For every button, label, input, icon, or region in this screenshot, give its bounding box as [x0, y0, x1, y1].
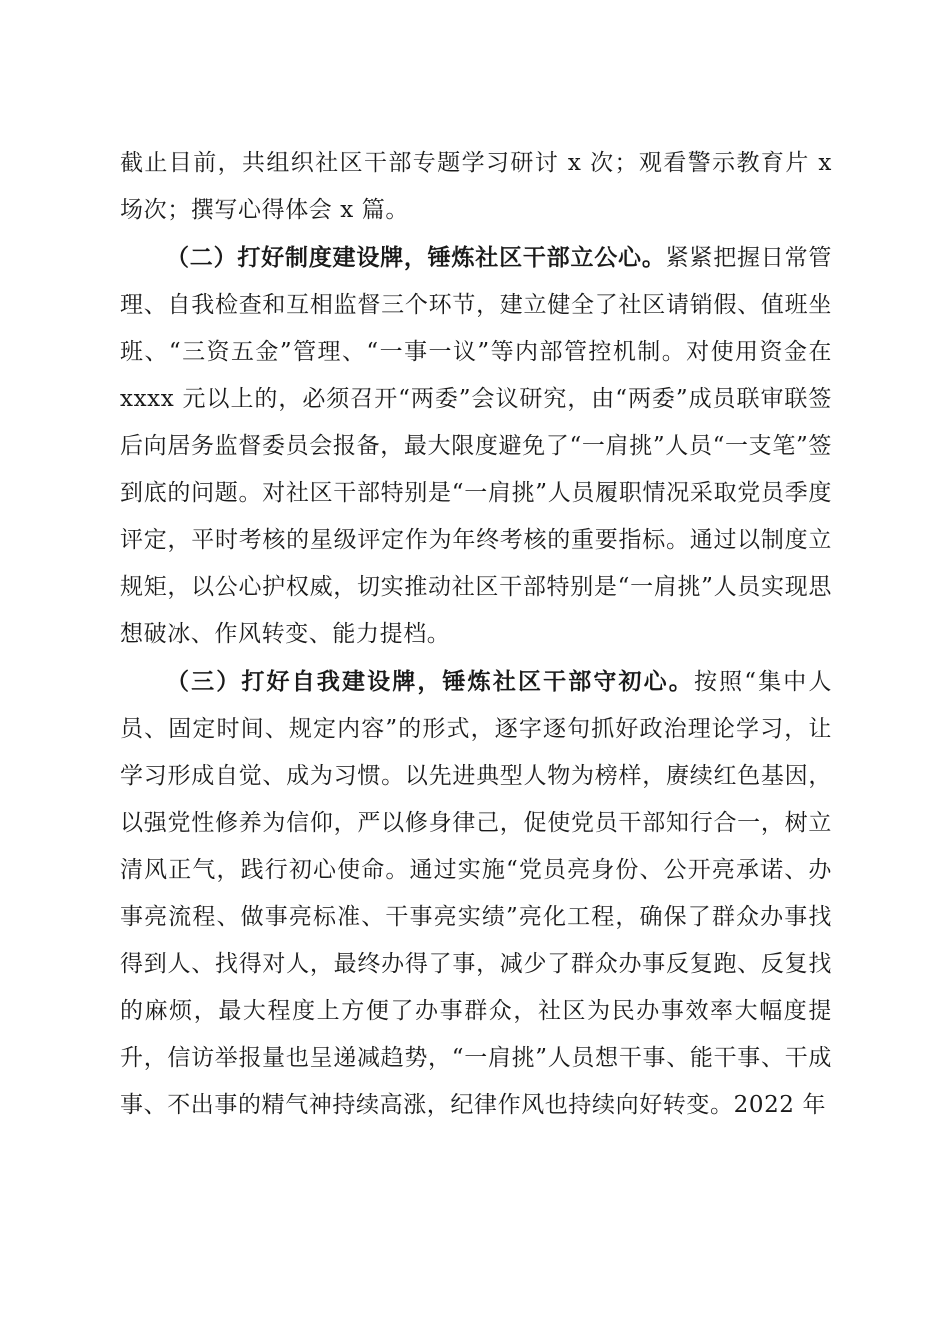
section-heading: （三）打好自我建设牌，锤炼社区干部守初心。 [166, 668, 694, 695]
document-body [120, 140, 832, 1129]
paragraph-text: 截止目前，共组织社区干部专题学习研讨 x 次；观看警示教育片 x 场次；撰写心得体会 x 篇。 [120, 150, 832, 223]
paragraph-text: 按照“集中人员、固定时间、规定内容”的形式，逐字逐句抓好政治理论学习，让学习形成自觉、成为习惯。以先进典型人物为榜样，赓续红色基因，以强党性修养为信仰，严以修身律己，促使党员干部知行合一，树立清风正气，践行初心使命。通过实施“党员亮身份、公开亮承诺、办事亮流程、做事亮标准、干事亮实绩”亮化工程，确保了群众办事找得到人、找得对人，最终办得了事，减少了群众办事反复跑、反复找的麻烦，最大程度上方便了办事群众，社区为民办事效率大幅度提升，信访举报量也呈递减趋势，“一肩挑”人员想干事、能干事、干成事、不出事的精气神持续高涨，纪律作风也持续向好转变。2022 年 [120, 669, 832, 1118]
paragraph-section-two [120, 234, 832, 658]
paragraph-continuation [120, 140, 832, 234]
paragraph-text: 紧紧把握日常管理、自我检查和互相监督三个环节，建立健全了社区请销假、值班坐班、“三资五金”管理、“一事一议”等内部管控机制。对使用资金在 xxxx 元以上的，必须召开“两委”会议研究，由“两委”成员联审联签后向居务监督委员会报备，最大限度避免了“一肩挑”人员“一支笔”签到底的问题。对社区干部特别是“一肩挑”人员履职情况采取党员季度评定，平时考核的星级评定作为年终考核的重要指标。通过以制度立规矩，以公心护权威，切实推动社区干部特别是“一肩挑”人员实现思想破冰、作风转变、能力提档。 [120, 245, 832, 647]
section-heading: （二）打好制度建设牌，锤炼社区干部立公心。 [166, 244, 666, 271]
paragraph-section-three [120, 658, 832, 1129]
